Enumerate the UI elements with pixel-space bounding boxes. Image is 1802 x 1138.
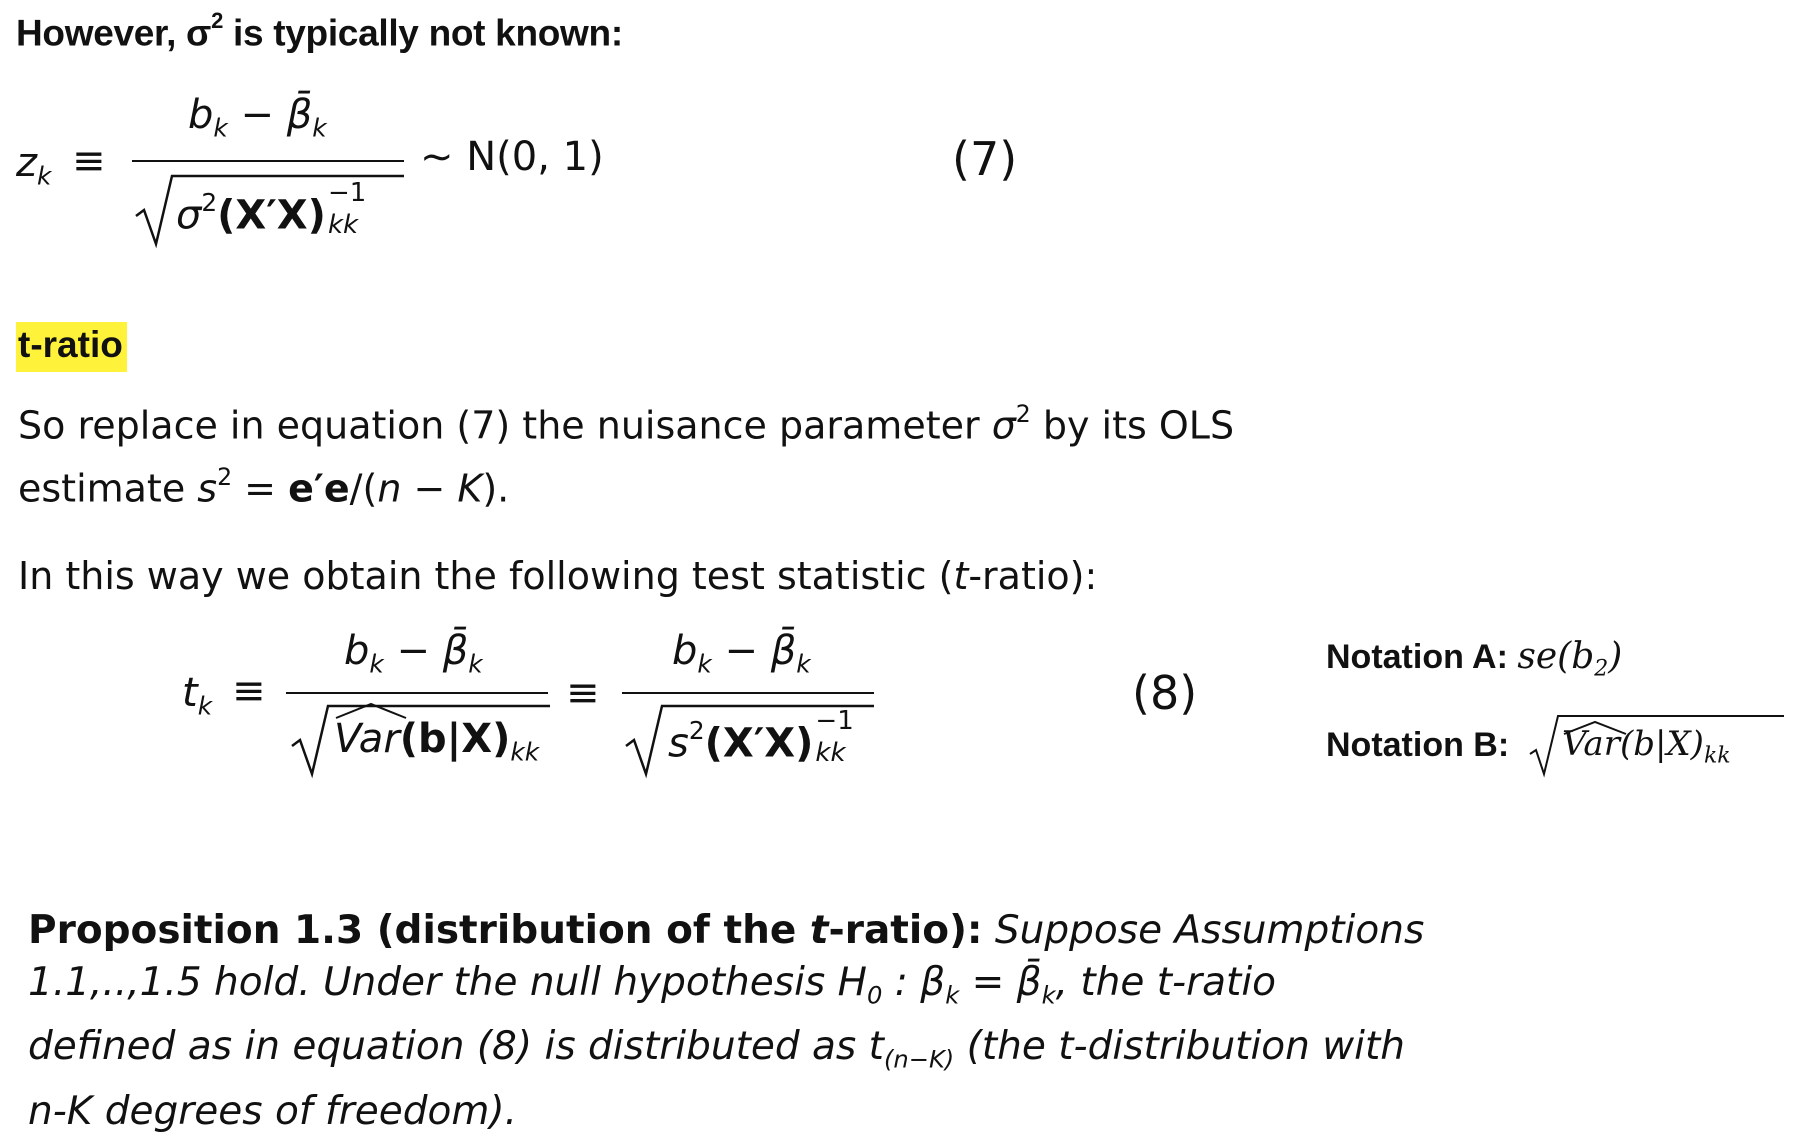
eq7-den-sigma-sup: 2 [201,188,218,217]
eq8-den2-matrix: (X′X) [704,720,814,767]
proposition-line3 [28,1021,1424,1085]
eq8-den2-s: s [668,720,689,767]
eq8-numerator-2 [672,628,811,679]
eq8-equiv-1: ≡ [232,668,266,714]
eq8-num1-minus: − [396,628,430,674]
prop-title-b: -ratio): [828,908,983,953]
prop-line2-sub: 0 [866,981,883,1010]
heading-text-end: is typically not known: [223,12,623,54]
prop-line2-a: 1.1,..,1.5 hold. Under the null hypothesis H [28,960,867,1005]
eq7-lhs [16,140,51,191]
eq8-num2-beta-sub: k [796,649,811,679]
heading-sup: 2 [211,8,223,33]
p1-s-sup: 2 [217,463,233,492]
eq7-den-sup: −1 [327,178,367,209]
notation-a-expr: se(b [1517,636,1595,677]
prop-title-a: Proposition 1.3 (distribution of the [28,908,810,953]
eq8-num1-b: b [344,628,370,674]
eq7-lhs-var: z [16,140,37,186]
eq8-den2-sup: −1 [815,706,854,737]
prop-line2-d: , the t-ratio [1055,960,1277,1005]
prop-line2-c: = β̄ [959,960,1042,1005]
eq7-den-sigma: σ [176,192,202,239]
p1-s: s [197,466,218,511]
eq7-num-b: b [188,92,214,138]
prop-line3-b: (the t-distribution with [954,1024,1406,1070]
equation-8 [0,630,1200,800]
eq8-den1-var: Var [334,716,400,762]
eq7-den-scripts [326,178,370,241]
notation-b [1326,726,1796,796]
eq7-den-matrix: (X′X) [217,192,326,239]
eq8-denominator-1 [334,716,539,767]
eq8-den2-sub: kk [815,738,846,769]
p1-minus: − [401,466,458,511]
prop-line2-sub3: k [1041,981,1056,1010]
notation-a-label: Notation A: [1326,638,1518,676]
eq8-den2-s-sup: 2 [688,716,705,745]
p1-equals: = [232,466,289,511]
proposition-line1 [28,905,1424,957]
notation-b-label: Notation B: [1326,726,1510,764]
eq8-num2-b: b [672,628,698,674]
eq7-lhs-sub: k [37,161,52,191]
eq7-minus: − [240,92,274,138]
eq8-den1-sub: kk [510,737,540,767]
p1-sigma-sup: 2 [1015,400,1031,428]
notation-b-var: Var [1562,724,1620,764]
eq7-num-beta: β̄ [286,92,313,138]
eq8-num1-beta-sub: k [468,649,483,679]
p1-estimate: estimate [18,466,198,511]
eq8-den1-rest: (b|X) [399,716,511,762]
eq7-equiv: ≡ [72,138,106,184]
notation-b-sub: kk [1703,743,1731,769]
eq7-fraction-bar [132,160,404,162]
p2-text-a: In this way we obtain the following test statistic ( [18,554,954,598]
paragraph-replace [18,388,1234,515]
eq8-lhs-sub: k [197,691,213,721]
eq8-lhs [182,670,212,721]
eq8-num2-minus: − [724,628,758,674]
p1-K: K [457,466,483,511]
prop-line3-sub: (n−K) [883,1045,955,1074]
notation-a-close: ) [1608,636,1623,677]
notation-a [1326,636,1622,682]
prop-line3-a: defined as in equation (8) is distributed as t [28,1024,884,1070]
p1-close: ). [482,466,510,511]
p1-sigma: σ [991,403,1016,448]
eq8-numerator-1 [344,628,483,679]
eq7-numerator [188,92,327,143]
eq8-num1-beta: β̄ [442,628,469,674]
p1-slash: /( [349,466,378,511]
section-heading [16,8,623,54]
eq7-denominator [176,178,370,241]
eq8-fraction-bar-2 [622,692,874,694]
equation-7 [0,90,1100,260]
p2-text-b: -ratio): [968,554,1098,598]
p1-text-b: by its OLS [1030,403,1235,448]
eq8-num1-sub: k [369,649,384,679]
eq8-num2-sub: k [697,649,712,679]
eq7-num-beta-sub: k [312,113,327,143]
notation-b-rest: (b|X) [1619,724,1704,764]
paragraph-replace-line2 [18,451,1234,514]
eq8-num2-beta: β̄ [770,628,797,674]
eq8-denominator-2 [668,706,857,769]
eq8-number: (8) [1132,666,1198,720]
paragraph-replace-line1 [18,388,1234,451]
p2-t: t [953,554,969,598]
prop-line2-sub2: k [945,981,960,1010]
t-ratio-highlight-label: t-ratio [16,322,127,372]
eq7-num-b-sub: k [213,113,228,143]
p1-text-a: So replace in equation (7) the nuisance parameter [18,403,992,448]
paragraph-test-statistic [18,550,1097,602]
p1-n: n [377,466,402,511]
eq8-den2-scripts [813,706,857,769]
prop-line1-rest: Suppose Assumptions [982,908,1425,953]
eq7-number: (7) [952,132,1018,186]
eq7-distribution: ∼ N(0, 1) [420,134,604,180]
heading-text: However, σ [16,12,212,54]
notation-a-sub: 2 [1594,656,1609,682]
prop-title-t: t [809,908,829,953]
eq8-fraction-bar-1 [286,692,548,694]
eq8-lhs-var: t [182,670,198,716]
proposition-line2 [28,957,1424,1021]
p1-ee: e′e [288,466,350,511]
notation-b-expr [1562,724,1731,769]
eq8-equiv-2: ≡ [566,670,600,716]
proposition-1-3 [28,905,1424,1138]
eq7-den-sub: kk [327,210,359,241]
prop-line2-b: : β [882,960,946,1005]
proposition-line4: n-K degrees of freedom). [28,1088,517,1134]
